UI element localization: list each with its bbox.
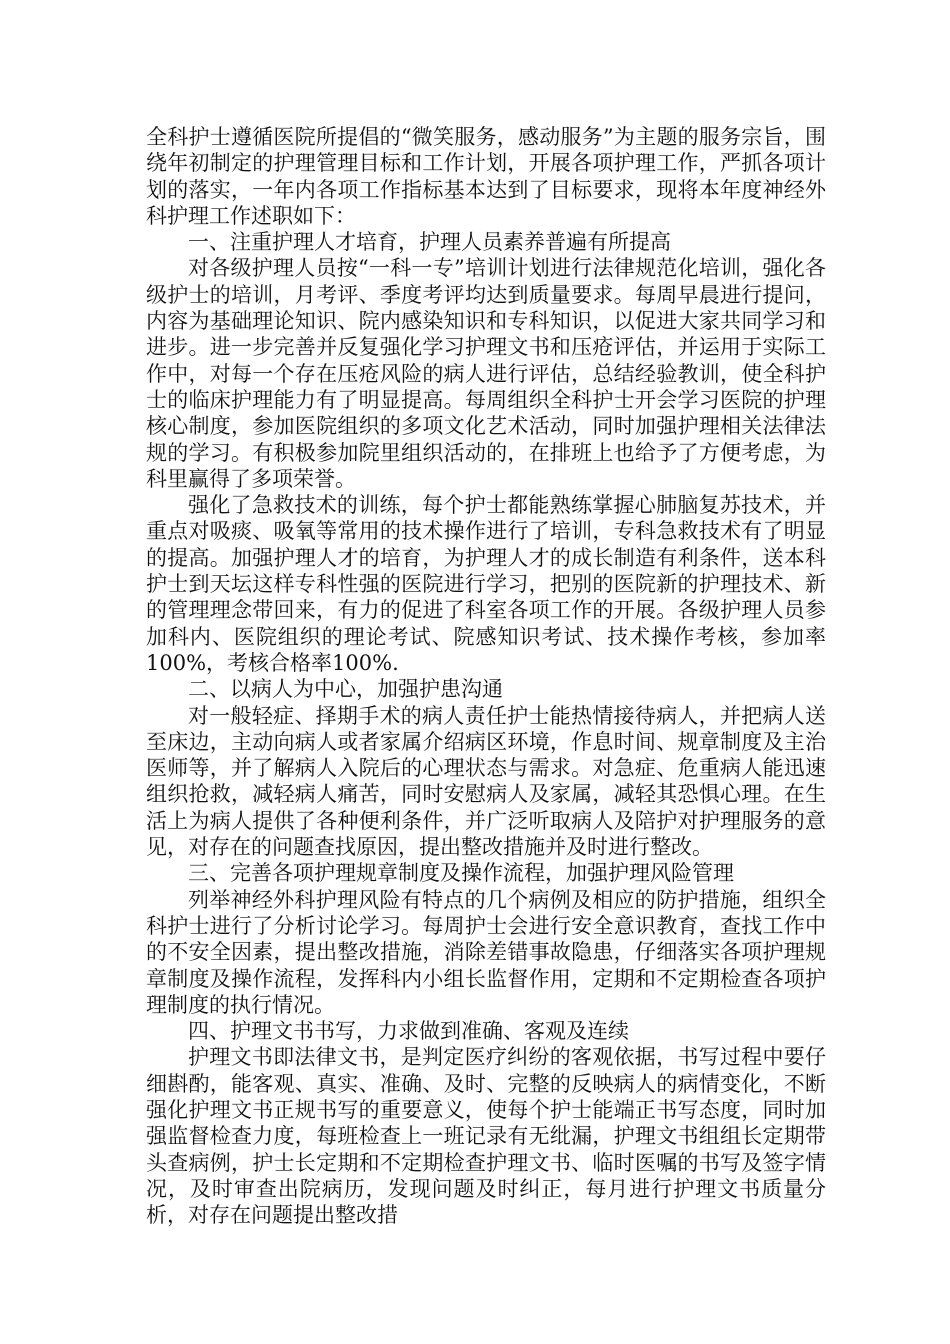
section-heading-3: 三、完善各项护理规章制度及操作流程，加强护理风险管理 — [188, 861, 734, 886]
document-page — [146, 124, 826, 1228]
section-heading-1: 一、注重护理人才培育，护理人员素养普遍有所提高 — [188, 230, 671, 255]
section-heading-2: 二、以病人为中心，加强护患沟通 — [188, 677, 503, 702]
body-paragraph: 列举神经外科护理风险有特点的几个病例及相应的防护措施，组织全科护士进行了分析讨论学习。每周护士会进行安全意识教育，查找工作中的不安全因素，提出整改措施，消除差错事故隐患，仔细落实各项护理规章制度及操作流程，发挥科内小组长监督作用，定期和不定期检查各项护理制度的执行情况。 — [146, 887, 826, 1017]
body-paragraph: 对一般轻症、择期手术的病人责任护士能热情接待病人，并把病人送至床边，主动向病人或者家属介绍病区环境，作息时间、规章制度及主治医师等，并了解病人入院后的心理状态与需求。对急症、危重病人能迅速组织抢救，减轻病人痛苦，同时安慰病人及家属，减轻其恐惧心理。在生活上为病人提供了各种便利条件，并广泛听取病人及陪护对护理服务的意见，对存在的问题查找原因，提出整改措施并及时进行整改。 — [146, 703, 826, 860]
intro-paragraph: 全科护士遵循医院所提倡的“微笑服务，感动服务”为主题的服务宗旨，围绕年初制定的护理管理目标和工作计划，开展各项护理工作，严抓各项计划的落实，一年内各项工作指标基本达到了目标要求，现将本年度神经外科护理工作述职如下： — [146, 125, 826, 228]
body-paragraph: 对各级护理人员按“一科一专”培训计划进行法律规范化培训，强化各级护士的培训，月考评、季度考评均达到质量要求。每周早晨进行提问，内容为基础理论知识、院内感染知识和专科知识，以促进大家共同学习和进步。进一步完善并反复强化学习护理文书和压疮评估，并运用于实际工作中，对每一个存在压疮风险的病人进行评估，总结经验教训，使全科护士的临床护理能力有了明显提高。每周组织全科护士开会学习医院的护理核心制度，参加医院组织的多项文化艺术活动，同时加强护理相关法律法规的学习。有积极参加院里组织活动的，在排班上也给予了方便考虑，为科里赢得了多项荣誉。 — [146, 256, 826, 491]
body-paragraph: 强化了急救技术的训练，每个护士都能熟练掌握心肺脑复苏技术，并重点对吸痰、吸氧等常用的技术操作进行了培训，专科急救技术有了明显的提高。加强护理人才的培育，为护理人才的成长制造有利条件，送本科护士到天坛这样专科性强的医院进行学习，把别的医院新的护理技术、新的管理理念带回来，有力的促进了科室各项工作的开展。各级护理人员参加科内、医院组织的理论考试、院感知识考试、技术操作考核，参加率100%，考核合格率100%. — [146, 493, 826, 675]
section-heading-4: 四、护理文书书写，力求做到准确、客观及连续 — [188, 1019, 629, 1044]
body-paragraph: 护理文书即法律文书，是判定医疗纠纷的客观依据，书写过程中要仔细斟酌，能客观、真实、准确、及时、完整的反映病人的病情变化，不断强化护理文书正规书写的重要意义，使每个护士能端正书写态度，同时加强监督检查力度，每班检查上一班记录有无纰漏，护理文书组组长定期带头查病例，护士长定期和不定期检查护理文书、临时医嘱的书写及签字情况，及时审查出院病历，发现问题及时纠正，每月进行护理文书质量分析，对存在问题提出整改措 — [146, 1045, 826, 1228]
